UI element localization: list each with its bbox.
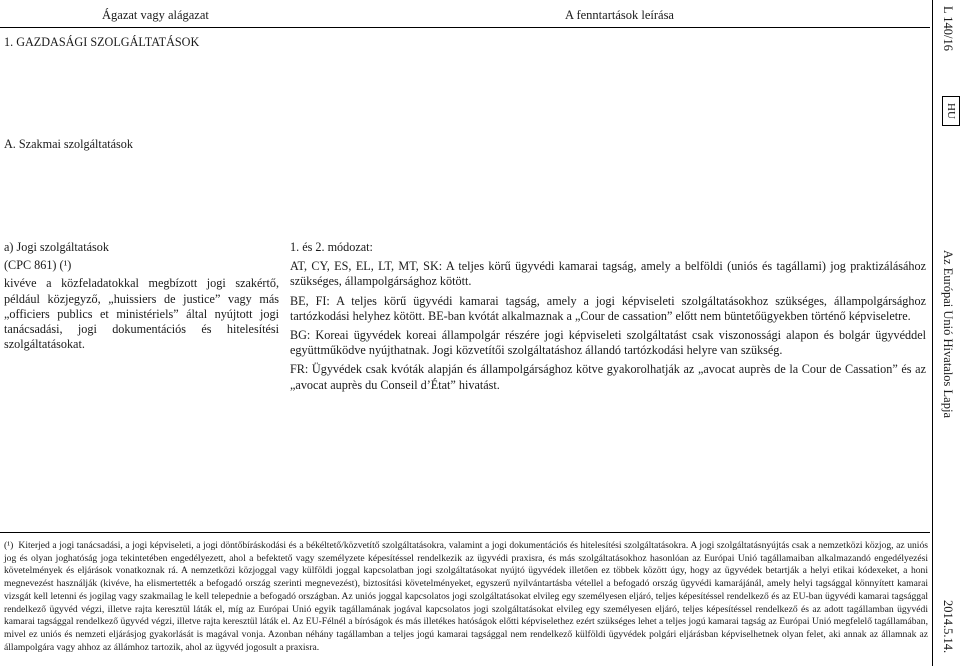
modes-label: 1. és 2. módozat: bbox=[290, 240, 373, 254]
footnote-text: Kiterjed a jogi tanácsadási, a jogi képviseleti, a jogi döntőbíráskodási és a békéltető/közvetítő szolgáltatásokra, valamint a jogi dokumentációs és hitelesítési szolgáltatásokra. A jogi szolgáltatásnyújtás csak a nemzetközi közjog, az uniós jog és olyan joghatóság joga tekintetében engedélyezett, ahol a befektető vagy személyzete képesítéssel rendelkezik az ügyvédi praxisra, és más szolgáltatásokhoz hasonlóan az Európai Unió tagállamaiban alkalmazandó engedélyezési követelmények és eljárások vonatkoznak rá. A nemzetközi közjoggal vagy külföldi joggal kapcsolatban jogi szolgáltatásokat nyújtó ügyvédek illetően ez többek között úgy, hogy az ügyvédek betartják a helyi etikai kódexeket, a honi megnevezést használják (kivéve, ha elismertették a befogadó ország szerinti megnevezést), biztosítási követelményeket, egyszerű nyilvántartásba vétellel a befogadó ország ügyvédi kamarájánál, amely helyi tagsággal könnyített kamarai vizsgát kell letenni és jogilag vagy szakmailag le kell telepednie a befogadó országban. Az uniós joggal kapcsolatos jogi szolgáltatásokat elvileg egy személyesen eljáró, teljes képesítéssel rendelkező és az EU-ban ügyvédi kamarai tagsággal rendelkező ügyvéd végzi, illetve rajta keresztül láták el, míg az Európai Unió egyik tagállamának jogával kapcsolatos jogi szolgáltatásokat elvileg egy személyesen eljáró, teljes képesítéssel rendelkező és az adott tagállamban ügyvédi kamarai tagsággal rendelkező ügyvéd végzi, illetve rajta keresztül láták el. Az EU-Félnél a bíróságok és más illetékes hatóságok előtti képviselethez ezért szükséges lehet a teljes jogú kamarai tagság az Európai Unió megfelelő tagállamában, mivel ez uniós és nemzeti eljárásjog gyakorlását is magával vonja. Azonban néhány tagállamban a teljes jogú kamarai tagsággal nem rendelkező külföldi ügyvédek polgári eljárásban képviselhetnek olyan felet, aki annak az államnak az állampolgára vagy ahhoz az állámhoz tartozik, ahol az ügyvéd jogosult a praxisra. bbox=[4, 540, 929, 653]
reservation-paragraph: FR: Ügyvédek csak kvóták alapján és állampolgársághoz kötve gyakorolhatják az „avocat auprès de la Cour de Cassation” és az „avocat auprès du Conseil d’État” hivatást. bbox=[290, 362, 926, 392]
cpc-code: (CPC 861) (¹) bbox=[4, 258, 72, 273]
sector-heading: 1. GAZDASÁGI SZOLGÁLTATÁSOK bbox=[4, 35, 200, 49]
entry-title: a) Jogi szolgáltatások bbox=[4, 240, 109, 254]
footnote-marker: (¹) bbox=[4, 540, 14, 551]
subsector-heading: A. Szakmai szolgáltatások bbox=[4, 137, 133, 151]
page-reference: L 140/16 bbox=[941, 6, 955, 52]
reservation-paragraph: BG: Koreai ügyvédek koreai állampolgár részére jogi képviseleti szolgáltatást csak viszonossági alapon és bolgár ügyvéddel együttműködve nyújthatnak. Jogi közvetítői szolgáltatáshoz állandó tartózkodási helyre van szükség. bbox=[290, 328, 926, 358]
margin-rule bbox=[932, 0, 933, 666]
entry-exception-text: kivéve a közfeladatokkal megbízott jogi szakértő, például közjegyző, „huissiers de justice” vagy más „officiers publics et ministériels” által nyújtott jogi tanácsadási, jogi dokumentációs és hitelesítési szolgáltatásokat. bbox=[4, 276, 279, 352]
language-code: HU bbox=[945, 103, 957, 119]
reservation-paragraph: BE, FI: A teljes körű ügyvédi kamarai tagság, amely a jogi képviseleti szolgáltatásokhoz szükséges, állampolgársághoz tartózkodási helyhez kötött. BE-ban kvótát alkalmaznak a „Cour de cassation” előtt nem büntetőügyekben történő képviseletre. bbox=[290, 293, 926, 323]
column-header-sector: Ágazat vagy alágazat bbox=[102, 8, 209, 22]
column-header-description: A fenntartások leírása bbox=[565, 8, 674, 22]
reservation-description bbox=[290, 240, 926, 393]
journal-title: Az Európai Unió Hivatalos Lapja bbox=[941, 250, 955, 419]
legal-services-entry bbox=[4, 240, 279, 352]
language-badge bbox=[942, 96, 960, 126]
publication-date: 2014.5.14. bbox=[941, 600, 955, 654]
reservation-paragraph: AT, CY, ES, EL, LT, MT, SK: A teljes körű ügyvédi kamarai tagság, amely a belföldi (uniós és tagállami) jog praktizálásához szükséges, állampolgársághoz kötött. bbox=[290, 259, 926, 289]
header-rule bbox=[0, 27, 930, 28]
footnote bbox=[4, 540, 928, 654]
footnote-rule bbox=[0, 532, 930, 533]
